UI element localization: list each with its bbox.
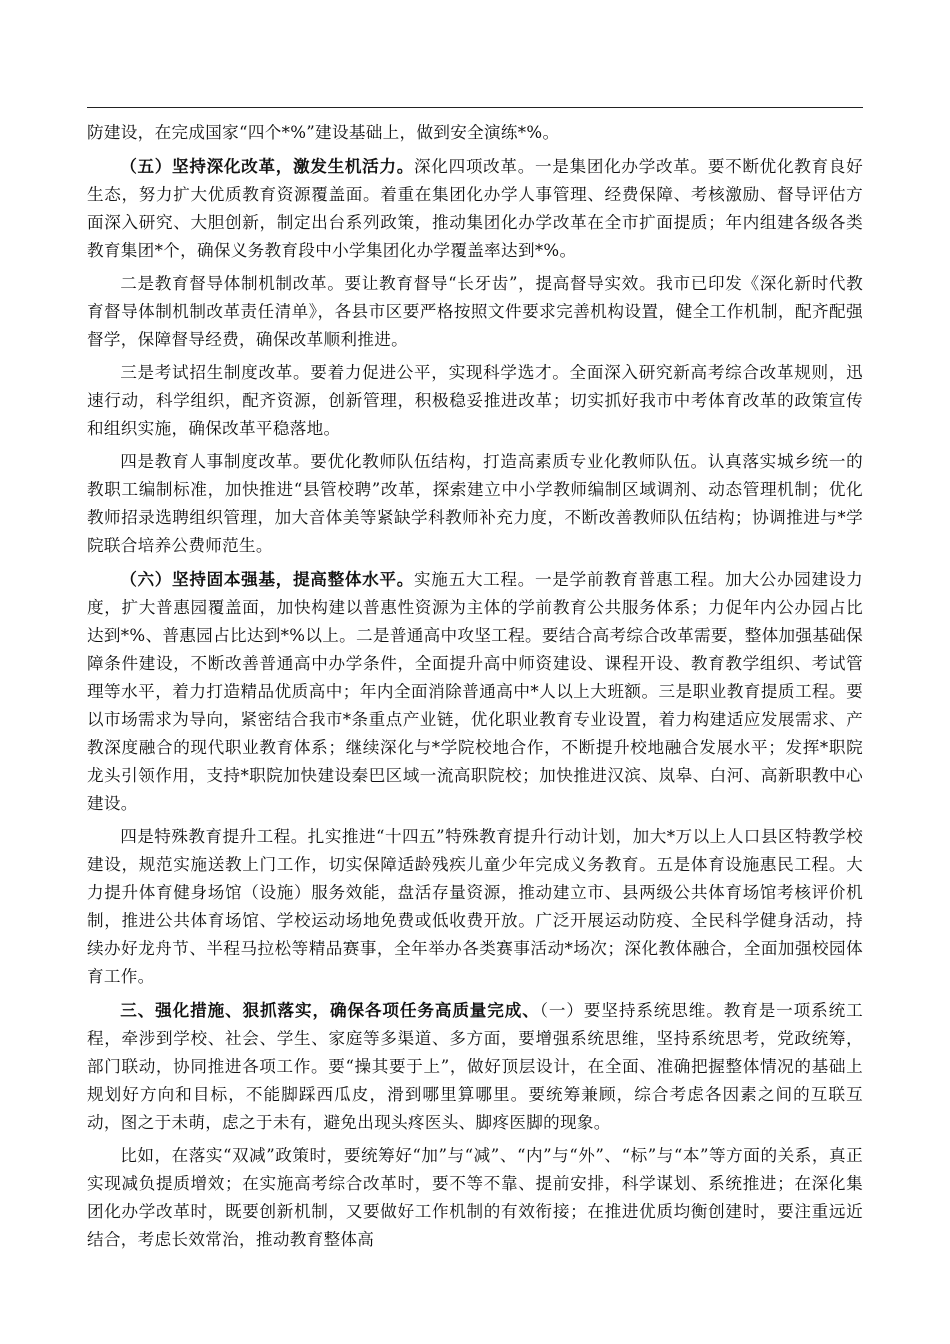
paragraph-text: 四是教育人事制度改革。要优化教师队伍结构，打造高素质专业化教师队伍。认真落实城乡统一的教职工编制标准，加快推进“县管校聘”改革，探索建立中小学教师编制区域调剂、动态管理机制；优化教师招录选聘组织管理，加大音体美等紧缺学科教师补充力度，不断改善教师队伍结构；协调推进与*学院联合培养公费师范生。 — [87, 452, 863, 555]
paragraph-4 — [87, 359, 863, 443]
section-heading-6: （六）坚持固本强基，提高整体水平。 — [120, 569, 415, 589]
paragraph-6 — [87, 565, 863, 818]
header-rule — [87, 107, 863, 108]
paragraph-3 — [87, 270, 863, 354]
paragraph-text: 三是考试招生制度改革。要着力促进公平，实现科学选才。全面深入研究新高考综合改革规则，迅速行动，科学组织，配齐资源，创新管理，积极稳妥推进改革；切实抓好我市中考体育改革的政策宣传和组织实施，确保改革平稳落地。 — [87, 363, 863, 438]
section-heading-5: （五）坚持深化改革，激发生机活力。 — [120, 156, 415, 176]
paragraph-9 — [87, 1142, 863, 1254]
paragraph-7 — [87, 823, 863, 991]
paragraph-2 — [87, 152, 863, 265]
paragraph-text: （一）要坚持系统思维。教育是一项系统工程，牵涉到学校、社会、学生、家庭等多渠道、多方面，要增强系统思维，坚持系统思考，党政统筹，部门联动，协同推进各项工作。要“操其要于上”，做好顶层设计，在全面、准确把握整体情况的基础上规划好方向和目标，不能脚踩西瓜皮，滑到哪里算哪里。要统筹兼顾，综合考虑各因素之间的互联互动，图之于未萌，虑之于未有，避免出现头疼医头、脚疼医脚的现象。 — [87, 1001, 863, 1132]
document-body — [87, 119, 863, 1259]
paragraph-text: 实施五大工程。一是学前教育普惠工程。加大公办园建设力度，扩大普惠园覆盖面，加快构建以普惠性资源为主体的学前教育公共服务体系；力促年内公办园占比达到*%、普惠园占比达到*%以上。二是普通高中攻坚工程。要结合高考综合改革需要，整体加强基础保障条件建设，不断改善普通高中办学条件，全面提升高中师资建设、课程开设、教育教学组织、考试管理等水平，着力打造精品优质高中；年内全面消除普通高中*人以上大班额。三是职业教育提质工程。要以市场需求为导向，紧密结合我市*条重点产业链，优化职业教育专业设置，着力构建适应发展需求、产教深度融合的现代职业教育体系；继续深化与*学院校地合作，不断提升校地融合发展水平；发挥*职院龙头引领作用，支持*职院加快建设秦巴区域一流高职院校；加快推进汉滨、岚皋、白河、高新职教中心建设。 — [87, 570, 863, 813]
paragraph-text: 比如，在落实“双减”政策时，要统筹好“加”与“减”、“内”与“外”、“标”与“本”等方面的关系，真正实现减负提质增效；在实施高考综合改革时，要不等不靠、提前安排，科学谋划、系统推进；在深化集团化办学改革时，既要创新机制，又要做好工作机制的有效衔接；在推进优质均衡创建时，要注重远近结合，考虑长效常治，推动教育整体高 — [87, 1146, 863, 1249]
paragraph-8 — [87, 996, 863, 1137]
paragraph-1 — [87, 119, 863, 147]
paragraph-5 — [87, 448, 863, 560]
paragraph-text: 二是教育督导体制机制改革。要让教育督导“长牙齿”，提高督导实效。我市已印发《深化新时代教育督导体制机制改革责任清单》，各县市区要严格按照文件要求完善机构设置，健全工作机制，配齐配强督学，保障督导经费，确保改革顺利推进。 — [87, 274, 863, 349]
paragraph-text: 四是特殊教育提升工程。扎实推进“十四五”特殊教育提升行动计划，加大*万以上人口县区特教学校建设，规范实施送教上门工作，切实保障适龄残疾儿童少年完成义务教育。五是体育设施惠民工程。大力提升体育健身场馆（设施）服务效能，盘活存量资源，推动建立市、县两级公共体育场馆考核评价机制，推进公共体育场馆、学校运动场地免费或低收费开放。广泛开展运动防疫、全民科学健身活动，持续办好龙舟节、半程马拉松等精品赛事，全年举办各类赛事活动*场次；深化教体融合，全面加强校园体育工作。 — [87, 827, 863, 986]
paragraph-text: 防建设，在完成国家“四个*%”建设基础上，做到安全演练*%。 — [87, 123, 560, 142]
paragraph-text: 深化四项改革。一是集团化办学改革。要不断优化教育良好生态，努力扩大优质教育资源覆盖面。着重在集团化办学人事管理、经费保障、考核激励、督导评估方面深入研究、大胆创新，制定出台系列政策，推动集团化办学改革在全市扩面提质；年内组建各级各类教育集团*个，确保义务教育段中小学集团化办学覆盖率达到*%。 — [87, 157, 863, 260]
section-heading-3: 三、强化措施、狠抓落实，确保各项任务高质量完成、 — [120, 1000, 540, 1020]
